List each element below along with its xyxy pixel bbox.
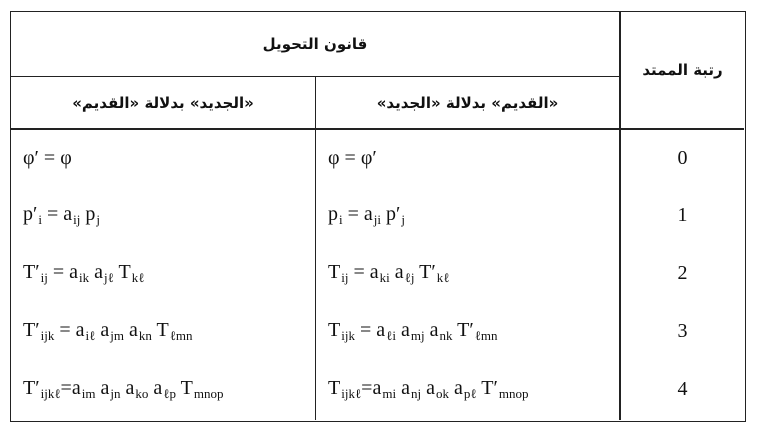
transformation-law-table	[10, 11, 746, 422]
formula-text: $T'_{ijk\ell}=a_{im}$ $a_{jn}$ $a_{ko}$ $a_{\ell p}$ $T_{mnop}$	[23, 376, 224, 401]
formula-text: $p_i = a_{ji}$ $p'_j$	[328, 202, 406, 227]
formula-text: φ′ = φ	[23, 146, 72, 169]
rank-4: 4	[677, 377, 688, 400]
rank-0: 0	[677, 146, 688, 169]
formula-new-rank-2	[11, 244, 315, 302]
header-transformation-law: قانون التحويل	[262, 35, 368, 53]
rank-3: 3	[677, 319, 688, 342]
formula-new-rank-1	[11, 186, 315, 244]
formula-text: φ = φ′	[328, 146, 377, 169]
formula-text: $p'_i = a_{ij}$ $p_j$	[23, 202, 101, 227]
formula-old-rank-1	[316, 186, 619, 244]
formula-text: $T'_{ij} = a_{ik}$ $a_{j\ell}$ $T_{k\ell}$	[23, 260, 145, 285]
formula-text: $T_{ijk} = a_{\ell i}$ $a_{mj}$ $a_{nk}$ $T'_{\ell mn}$	[328, 318, 498, 343]
rank-1: 1	[677, 203, 688, 226]
formula-text: $T'_{ijk} = a_{i\ell}$ $a_{jm}$ $a_{kn}$ $T_{\ell mn}$	[23, 318, 193, 343]
formula-old-rank-0	[316, 130, 619, 186]
formula-old-rank-3	[316, 302, 619, 360]
header-old-in-terms-of-new: «القديم» بدلالة «الجديد»	[376, 93, 559, 112]
rank-2: 2	[677, 261, 688, 284]
formula-old-rank-2	[316, 244, 619, 302]
formula-new-rank-0	[11, 130, 315, 186]
formula-new-rank-4	[11, 360, 323, 418]
formula-old-rank-4	[316, 360, 627, 418]
header-tensor-rank: رتبة الممتد	[642, 61, 723, 79]
formula-text: $T_{ijk\ell}=a_{mi}$ $a_{nj}$ $a_{ok}$ $a_{p\ell}$ $T'_{mnop}$	[328, 376, 529, 401]
formula-text: $T_{ij} = a_{ki}$ $a_{\ell j}$ $T'_{k\ell}$	[328, 260, 450, 285]
header-new-in-terms-of-old: «الجديد» بدلالة «القديم»	[72, 93, 254, 112]
formula-new-rank-3	[11, 302, 315, 360]
